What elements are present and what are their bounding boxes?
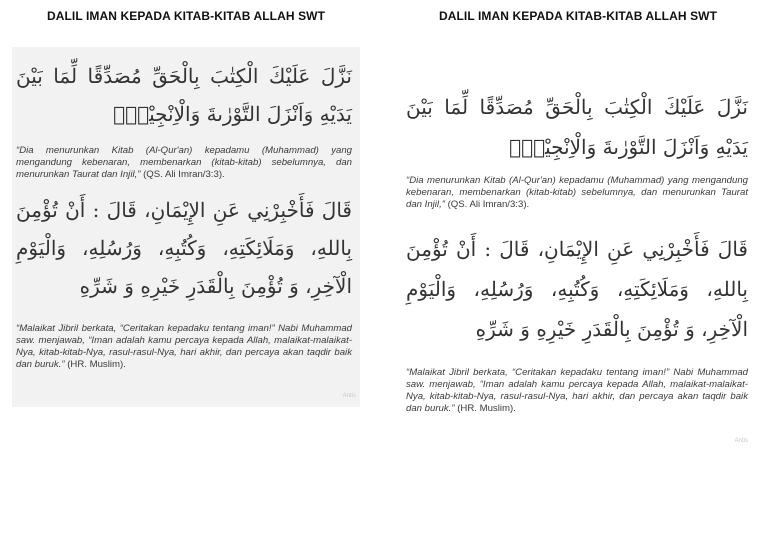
- hadith-block: [16, 191, 352, 371]
- credit-text: Antis: [734, 438, 748, 444]
- page-title: DALIL IMAN KEPADA KITAB-KITAB ALLAH SWT: [438, 9, 718, 23]
- verse-translation: [406, 175, 748, 211]
- hadith-block: [406, 229, 748, 415]
- translation-quote: “Dia menurunkan Kitab (Al-Qur'an) kepadamu (Muhammad) yang mengandung kebenaran, membenarkan (kitab-kitab) sebelumnya, dan menurunkan Taurat dan Injil,”: [16, 145, 352, 180]
- hadith-reference: (HR. Muslim).: [64, 359, 126, 370]
- quran-verse-block: [406, 87, 748, 211]
- translation-quote: “Dia menurunkan Kitab (Al-Qur'an) kepadamu (Muhammad) yang mengandung kebenaran, membenarkan (kitab-kitab) sebelumnya, dan menurunkan Taurat dan Injil,”: [406, 175, 748, 210]
- content-card: [12, 47, 360, 407]
- verse-translation: [16, 145, 352, 181]
- left-panel: [12, 0, 360, 407]
- page-title: DALIL IMAN KEPADA KITAB-KITAB ALLAH SWT: [46, 9, 326, 23]
- translation-quote: “Malaikat Jibril berkata, “Ceritakan kepadaku tentang iman!” Nabi Muhammad saw. menjawab, “Iman adalah kamu percaya kepada Allah, malaikat-malaikat-Nya, kitab-kitab-Nya, rasul-rasul-Nya, hari akhir, dan percaya akan taqdir baik dan buruk.”: [16, 323, 352, 370]
- right-panel: [404, 0, 752, 448]
- arabic-verse: نَزَّلَ عَلَيْكَ الْكِتٰبَ بِالْحَقِّ مُصَدِّقًا لِّمَا بَيْنَ يَدَيْهِ وَاَنْزَلَ التَّوْرٰىةَ وَالْاِنْجِيْلَۙ: [406, 95, 748, 159]
- hadith-translation: [16, 323, 352, 371]
- translation-quote: “Malaikat Jibril berkata, “Ceritakan kepadaku tentang iman!” Nabi Muhammad saw. menjawab, “Iman adalah kamu percaya kepada Allah, malaikat-malaikat-Nya, kitab-kitab-Nya, rasul-rasul-Nya, hari akhir, dan percaya akan taqdir baik dan buruk.”: [406, 367, 748, 414]
- verse-reference: (QS. Ali Imran/3:3).: [140, 169, 225, 180]
- content-card: [404, 73, 752, 448]
- arabic-hadith: قَالَ فَأَخْبِرْنِي عَنِ الإِيْمَانِ، قَالَ : أَنْ تُؤْمِنَ بِاللهِ، وَمَلَائِكَتِهِ، وَكُتُبِهِ، وَرُسُلِهِ، وَالْيَوْمِ الْآخِرِ، وَ تُؤْمِنَ بِالْقَدَرِ خَيْرِهِ وَ شَرِّهِ: [406, 237, 748, 341]
- quran-verse-block: [16, 57, 352, 181]
- hadith-translation: [406, 367, 748, 415]
- hadith-reference: (HR. Muslim).: [454, 403, 516, 414]
- arabic-verse: نَزَّلَ عَلَيْكَ الْكِتٰبَ بِالْحَقِّ مُصَدِّقًا لِّمَا بَيْنَ يَدَيْهِ وَاَنْزَلَ التَّوْرٰىةَ وَالْاِنْجِيْلَۙ: [16, 64, 352, 126]
- credit-text: Antis: [342, 393, 356, 399]
- verse-reference: (QS. Ali Imran/3:3).: [444, 199, 530, 210]
- arabic-hadith: قَالَ فَأَخْبِرْنِي عَنِ الإِيْمَانِ، قَالَ : أَنْ تُؤْمِنَ بِاللهِ، وَمَلَائِكَتِهِ، وَكُتُبِهِ، وَرُسُلِهِ، وَالْيَوْمِ الْآخِرِ، وَ تُؤْمِنَ بِالْقَدَرِ خَيْرِهِ وَ شَرِّهِ: [16, 198, 352, 298]
